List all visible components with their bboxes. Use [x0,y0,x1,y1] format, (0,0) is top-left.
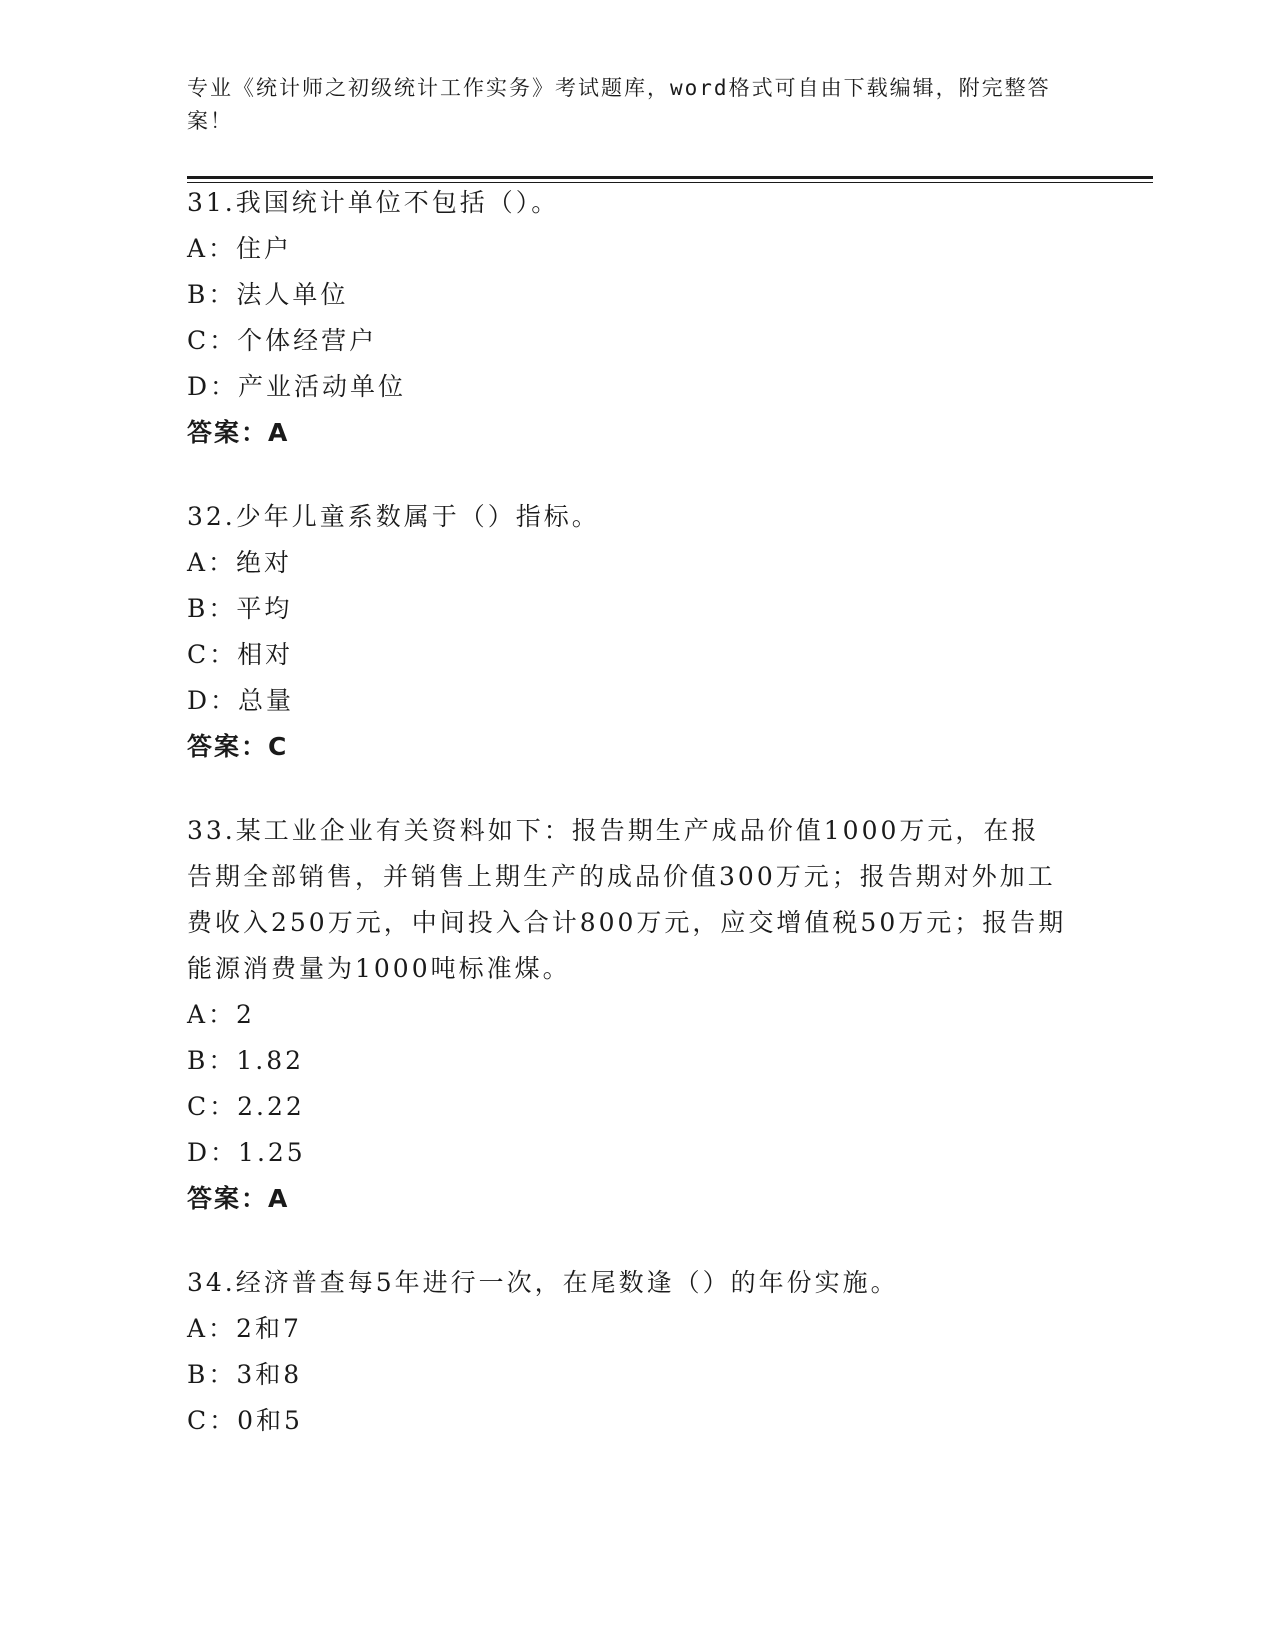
option-a: A：2 [187,1000,255,1029]
option-d: D：总量 [187,686,295,715]
answer: 答案：A [187,418,290,447]
answer: 答案：A [187,1184,290,1213]
question-stem: 31.我国统计单位不包括（）。 [187,188,560,217]
option-b: B：1.82 [187,1046,305,1075]
option-c: C：个体经营户 [187,326,378,355]
question-32 [187,494,1067,770]
option-b: B：法人单位 [187,280,349,309]
question-stem: 32.少年儿童系数属于（）指标。 [187,502,600,531]
option-d: D：1.25 [187,1138,306,1167]
option-c: C：相对 [187,640,294,669]
option-a: A：住户 [187,234,293,263]
question-31 [187,180,1067,456]
option-c: C：2.22 [187,1092,305,1121]
option-c: C：0和5 [187,1406,303,1435]
question-33 [187,808,1067,1222]
answer: 答案：C [187,732,289,761]
option-d: D：产业活动单位 [187,372,407,401]
document-header [187,72,1067,138]
question-stem: 33.某工业企业有关资料如下：报告期生产成品价值1000万元，在报告期全部销售，并销售上期生产的成品价值300万元；报告期对外加工费收入250万元，中间投入合计800万元，应交增值税50万元；报告期能源消费量为1000吨标准煤。 [187,816,1067,983]
option-a: A：绝对 [187,548,293,577]
header-divider-thick [187,176,1153,179]
question-34 [187,1260,1067,1444]
option-b: B：3和8 [187,1360,303,1389]
header-text: 专业《统计师之初级统计工作实务》考试题库，word格式可自由下载编辑，附完整答案！ [187,76,1051,133]
option-a: A：2和7 [187,1314,302,1343]
question-stem: 34.经济普查每5年进行一次，在尾数逢（）的年份实施。 [187,1268,899,1297]
option-b: B：平均 [187,594,293,623]
